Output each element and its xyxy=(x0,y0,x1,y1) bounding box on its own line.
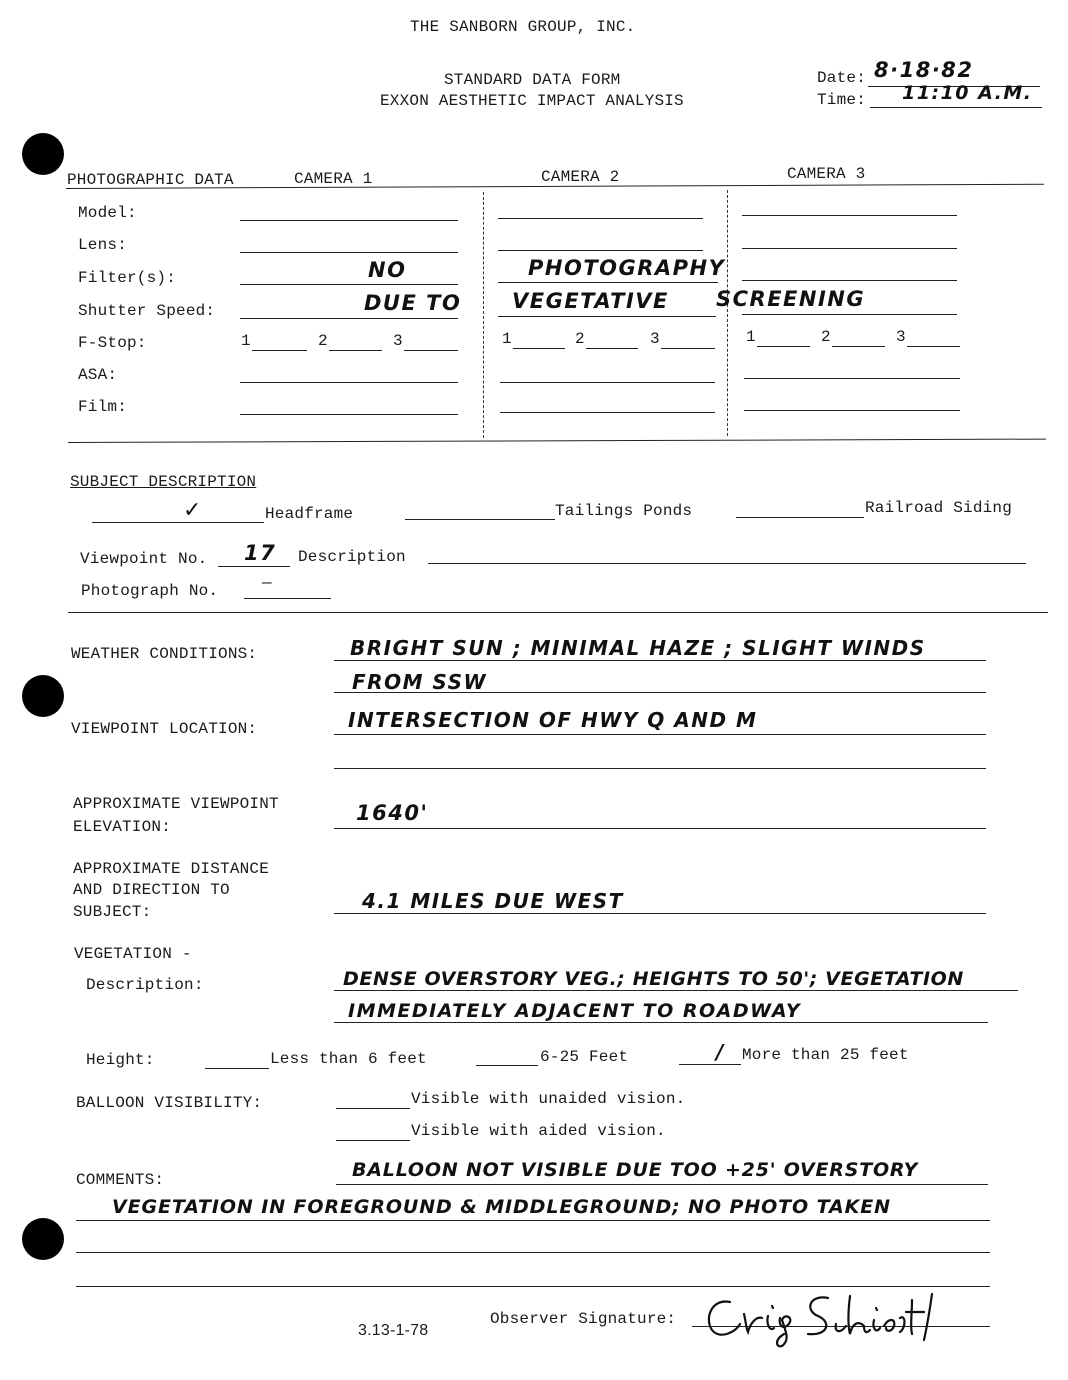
distance-rule xyxy=(334,913,986,914)
viewpoint-location-value: INTERSECTION OF HWY Q AND M xyxy=(348,708,758,732)
headframe-blank xyxy=(92,522,264,523)
cam2-model-line xyxy=(498,218,703,219)
punch-hole-top xyxy=(22,133,64,175)
cam1-lens-line xyxy=(240,252,458,253)
distance-value: 4.1 MILES DUE WEST xyxy=(362,889,624,913)
cam3-fstop-1: 1 xyxy=(746,328,756,346)
cam1-asa-line xyxy=(240,382,458,383)
cam2-asa-line xyxy=(500,382,715,383)
elevation-label-1: APPROXIMATE VIEWPOINT xyxy=(73,795,279,813)
weather-line-1-rule xyxy=(334,660,986,661)
cam1-fstop-3-line xyxy=(404,350,458,351)
tailings-blank xyxy=(405,519,555,520)
comments-line-2: VEGETATION IN FOREGROUND & MIDDLEGROUND; NO PHOTO TAKEN xyxy=(112,1196,891,1218)
note-vegetative: VEGETATIVE xyxy=(512,289,669,313)
railroad-blank xyxy=(736,517,864,518)
subject-bottom-rule xyxy=(68,612,1048,613)
vegetation-line-1-rule xyxy=(334,990,1018,991)
vegetation-line-1: DENSE OVERSTORY VEG.; HEIGHTS TO 50'; VEGETATION xyxy=(343,968,964,990)
vegetation-line-2-rule xyxy=(334,1022,988,1023)
headframe-check: ✓ xyxy=(183,498,203,523)
column-divider-2 xyxy=(727,190,728,436)
column-divider-1 xyxy=(483,192,484,438)
railroad-label: Railroad Siding xyxy=(865,499,1013,517)
cam1-filter-line xyxy=(240,284,458,285)
punch-hole-middle xyxy=(22,675,64,717)
note-screening: SCREENING xyxy=(716,287,866,311)
height-label: Height: xyxy=(86,1051,155,1069)
cam2-fstop-3: 3 xyxy=(650,330,660,348)
cam2-fstop-1-line xyxy=(513,348,565,349)
description-label: Description xyxy=(298,548,406,566)
observer-signature xyxy=(700,1288,960,1348)
cam3-lens-line xyxy=(742,248,957,249)
cam3-fstop-1-line xyxy=(757,346,810,347)
headframe-label: Headframe xyxy=(265,505,354,523)
height-opt2-blank xyxy=(476,1065,538,1066)
distance-label-1: APPROXIMATE DISTANCE xyxy=(73,860,270,878)
cam3-fstop-3: 3 xyxy=(896,328,906,346)
cam3-shutter-line xyxy=(742,314,957,315)
photographic-data-label: PHOTOGRAPHIC DATA xyxy=(67,171,234,189)
cam3-fstop-3-line xyxy=(907,346,960,347)
cam2-fstop-2: 2 xyxy=(575,330,585,348)
cam2-lens-line xyxy=(498,250,703,251)
subject-description-label: SUBJECT DESCRIPTION xyxy=(70,473,257,491)
shutter-speed-label: Shutter Speed: xyxy=(78,302,216,320)
camera-1-label: CAMERA 1 xyxy=(294,170,373,188)
balloon-opt2-blank xyxy=(336,1140,410,1141)
camera-3-label: CAMERA 3 xyxy=(787,165,866,183)
observer-signature-label: Observer Signature: xyxy=(490,1310,677,1328)
comments-line-1: BALLOON NOT VISIBLE DUE TOO +25' OVERSTORY xyxy=(352,1159,919,1181)
vegetation-line-2: IMMEDIATELY ADJACENT TO ROADWAY xyxy=(348,1000,802,1022)
tailings-label: Tailings Ponds xyxy=(555,502,693,520)
height-opt3-mark: / xyxy=(716,1040,725,1064)
cam2-filter-line xyxy=(498,282,718,283)
cam1-fstop-2-line xyxy=(329,350,382,351)
cam2-film-line xyxy=(500,412,715,413)
viewpoint-location-rule-2 xyxy=(334,768,986,769)
cam3-asa-line xyxy=(744,378,960,379)
cam1-shutter-line xyxy=(240,318,458,319)
cam3-model-line xyxy=(742,215,957,216)
model-label: Model: xyxy=(78,204,137,222)
cam3-fstop-2-line xyxy=(832,346,885,347)
balloon-opt2-label: Visible with aided vision. xyxy=(411,1122,666,1140)
height-opt2-label: 6-25 Feet xyxy=(540,1048,629,1066)
balloon-opt1-blank xyxy=(336,1108,410,1109)
balloon-opt1-label: Visible with unaided vision. xyxy=(411,1090,686,1108)
balloon-visibility-label: BALLOON VISIBILITY: xyxy=(76,1094,263,1112)
form-code: 3.13-1-78 xyxy=(358,1322,429,1339)
weather-line-1: BRIGHT SUN ; MINIMAL HAZE ; SLIGHT WINDS xyxy=(350,636,926,660)
cam3-film-line xyxy=(744,410,960,411)
description-line xyxy=(428,563,1026,564)
cam2-fstop-3-line xyxy=(661,348,715,349)
lens-label: Lens: xyxy=(78,236,128,254)
date-value: 8·18·82 xyxy=(874,58,974,82)
date-label: Date: xyxy=(817,69,867,87)
height-opt3-blank xyxy=(679,1064,741,1065)
viewpoint-location-rule-1 xyxy=(334,734,986,735)
time-label: Time: xyxy=(817,91,867,109)
height-opt1-label: Less than 6 feet xyxy=(270,1050,427,1068)
weather-label: WEATHER CONDITIONS: xyxy=(71,645,258,663)
cam1-film-line xyxy=(240,414,458,415)
cam3-fstop-2: 2 xyxy=(821,328,831,346)
viewpoint-no-line xyxy=(218,566,290,567)
height-opt3-label: More than 25 feet xyxy=(742,1046,909,1064)
company-name: THE SANBORN GROUP, INC. xyxy=(410,18,636,36)
elevation-value: 1640' xyxy=(356,801,429,825)
cam1-model-line xyxy=(240,220,458,221)
note-due-to: DUE TO xyxy=(364,291,462,315)
viewpoint-no-label: Viewpoint No. xyxy=(80,550,208,568)
cam1-fstop-3: 3 xyxy=(393,332,403,350)
vegetation-label: VEGETATION - xyxy=(74,945,192,963)
height-opt1-blank xyxy=(205,1068,269,1069)
comments-line-4-rule xyxy=(76,1286,990,1287)
comments-line-3-rule xyxy=(76,1252,990,1253)
filters-label: Filter(s): xyxy=(78,269,177,287)
weather-line-2: FROM SSW xyxy=(352,670,488,694)
cam3-filter-line xyxy=(742,280,957,281)
form-title: STANDARD DATA FORM xyxy=(444,71,621,89)
photographic-bottom-rule xyxy=(68,439,1046,443)
photograph-no-line xyxy=(244,598,331,599)
punch-hole-bottom xyxy=(22,1218,64,1260)
viewpoint-no-value: 17 xyxy=(244,541,277,565)
weather-line-2-rule xyxy=(334,692,986,693)
elevation-label-2: ELEVATION: xyxy=(73,818,172,836)
distance-label-3: SUBJECT: xyxy=(73,903,152,921)
viewpoint-location-label: VIEWPOINT LOCATION: xyxy=(71,720,258,738)
note-photography: PHOTOGRAPHY xyxy=(528,256,726,280)
vegetation-description-label: Description: xyxy=(86,976,204,994)
photograph-no-label: Photograph No. xyxy=(81,582,219,600)
camera-2-label: CAMERA 2 xyxy=(541,168,620,186)
form-subtitle: EXXON AESTHETIC IMPACT ANALYSIS xyxy=(380,92,684,110)
asa-label: ASA: xyxy=(78,366,118,384)
elevation-rule xyxy=(334,828,986,829)
film-label: Film: xyxy=(78,398,128,416)
distance-label-2: AND DIRECTION TO xyxy=(73,881,230,899)
cam2-fstop-2-line xyxy=(586,348,638,349)
note-no: NO xyxy=(368,258,407,282)
cam2-shutter-line xyxy=(498,316,716,317)
cam1-fstop-1: 1 xyxy=(241,332,251,350)
time-line xyxy=(870,107,1042,108)
photograph-no-value: — xyxy=(262,574,272,592)
time-value: 11:10 A.M. xyxy=(902,82,1033,104)
comments-line-2-rule xyxy=(76,1220,990,1221)
comments-label: COMMENTS: xyxy=(76,1171,165,1189)
cam1-fstop-1-line xyxy=(252,350,307,351)
fstop-label: F-Stop: xyxy=(78,334,147,352)
cam2-fstop-1: 1 xyxy=(502,330,512,348)
cam1-fstop-2: 2 xyxy=(318,332,328,350)
comments-line-1-rule xyxy=(336,1184,988,1185)
